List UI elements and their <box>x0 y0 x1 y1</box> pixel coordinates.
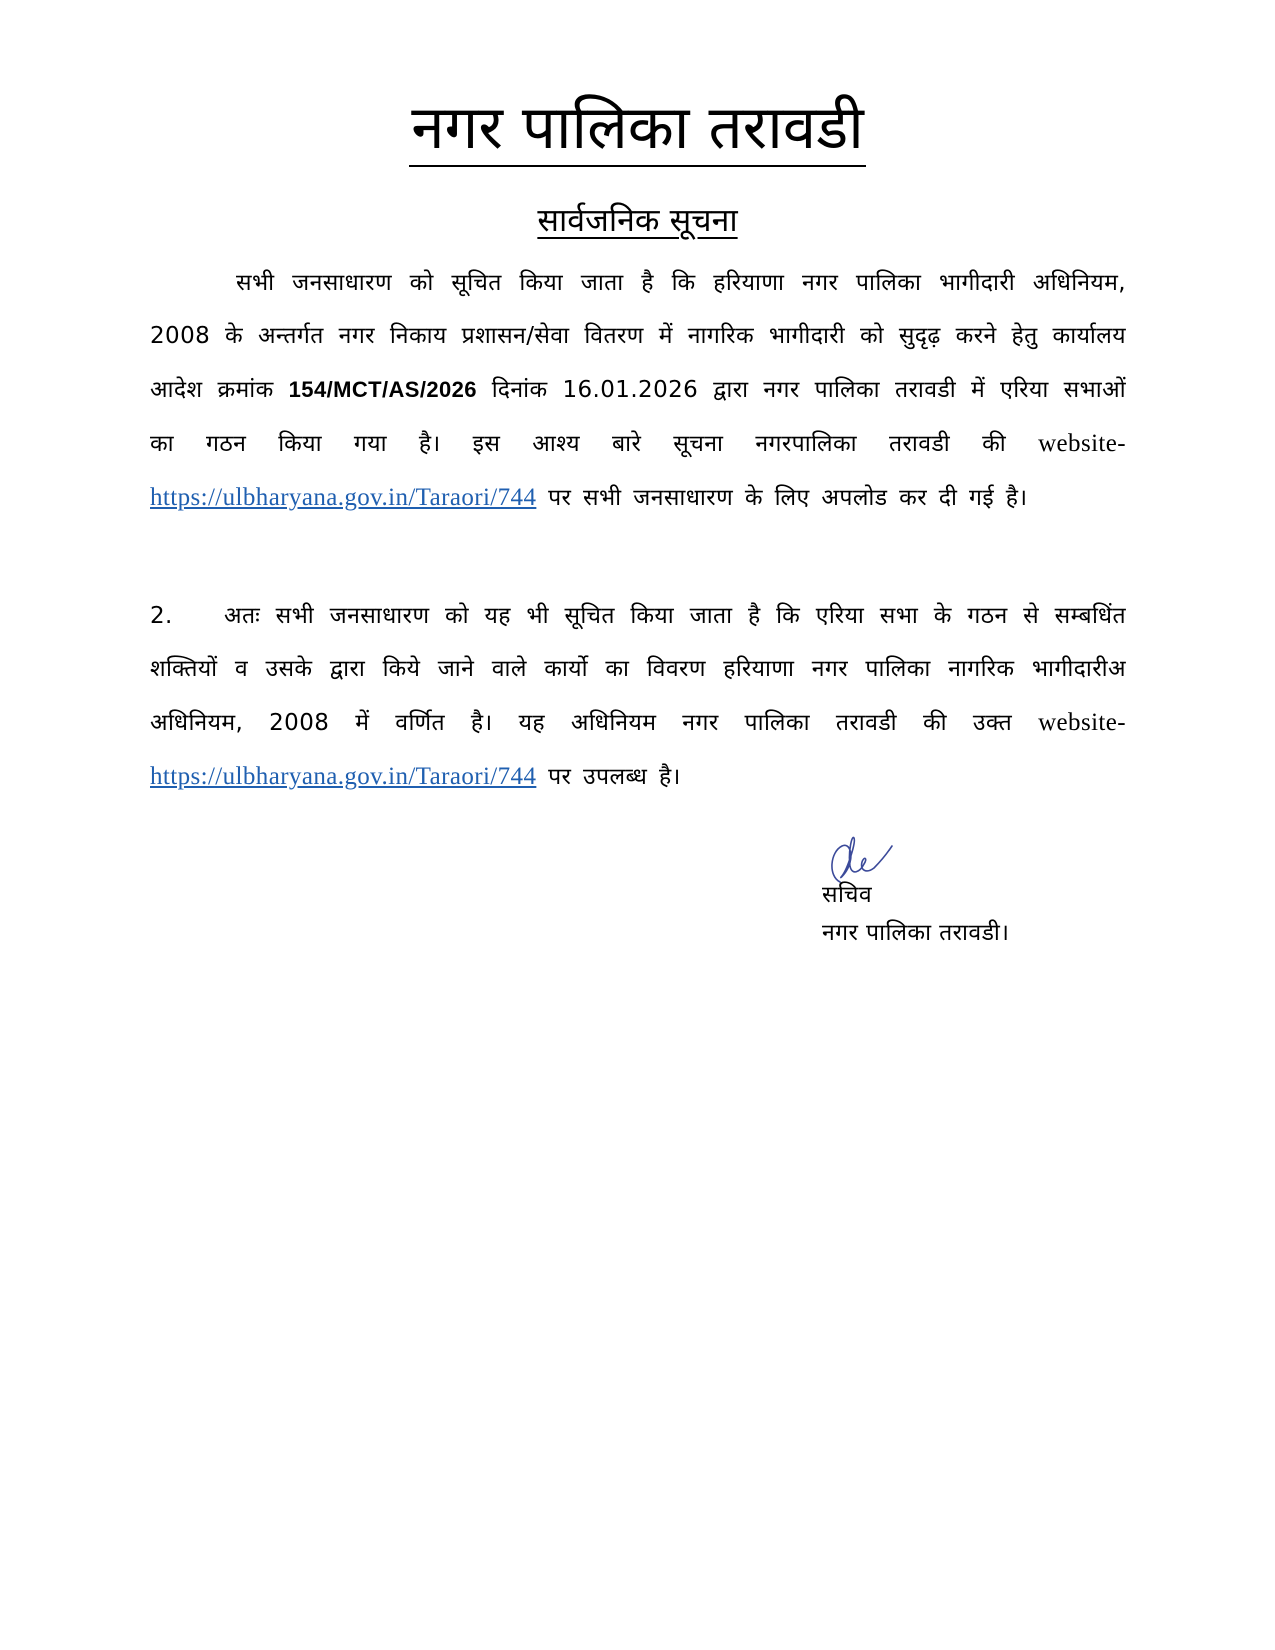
paragraph-1 <box>150 257 1126 525</box>
order-number: 154/MCT/AS/2026 <box>288 377 477 402</box>
para2-text-part2: पर उपलब्ध है। <box>536 764 681 790</box>
page-title <box>0 88 1275 168</box>
para1-website-label: website- <box>1038 430 1126 457</box>
signatory-office: नगर पालिका तरावडी। <box>822 920 1010 946</box>
para2-text-part1: अतः सभी जनसाधारण को यह भी सूचित किया जाता है कि एरिया सभा के गठन से सम्बधिंत शक्तियों व उसके द्वारा किये जाने वाले कार्यो का विवरण हरियाणा नगर पालिका नागरिक भागीदारीअ अधिनियम, 2008 में वर्णित है। यह अधिनियम नगर पालिका तरावडी की उक्त <box>150 603 1126 736</box>
notice-heading <box>0 198 1275 242</box>
subtitle-text: सार्वजनिक सूचना <box>537 201 738 239</box>
website-link-2[interactable]: https://ulbharyana.gov.in/Taraori/744 <box>150 763 537 790</box>
para2-website-label: website- <box>1038 709 1126 736</box>
paragraph-number: 2. <box>150 603 173 629</box>
website-link-1[interactable]: https://ulbharyana.gov.in/Taraori/744 <box>150 484 537 511</box>
para1-text-part1: सभी जनसाधारण को सूचित किया जाता है कि हरियाणा नगर पालिका भागीदारी अधिनियम, 2008 के अन्तर्गत नगर निकाय प्रशासन/सेवा वितरण में नागरिक भागीदारी को सुदृढ़ करने हेतु कार्यालय आदेश क्रमांक <box>150 270 1126 403</box>
signatory-block <box>822 876 1009 952</box>
title-text: नगर पालिका तरावडी <box>409 93 866 167</box>
para1-text-part3: पर सभी जनसाधारण के लिए अपलोड कर दी गई है। <box>536 485 1028 511</box>
paragraph-2 <box>150 590 1126 804</box>
signatory-designation: सचिव <box>822 882 873 908</box>
para1-text-part2: दिनांक 16.01.2026 द्वारा नगर पालिका तरावडी में एरिया सभाओं का गठन किया गया है। इस आश्य बारे सूचना नगरपालिका तरावडी की <box>150 377 1126 457</box>
